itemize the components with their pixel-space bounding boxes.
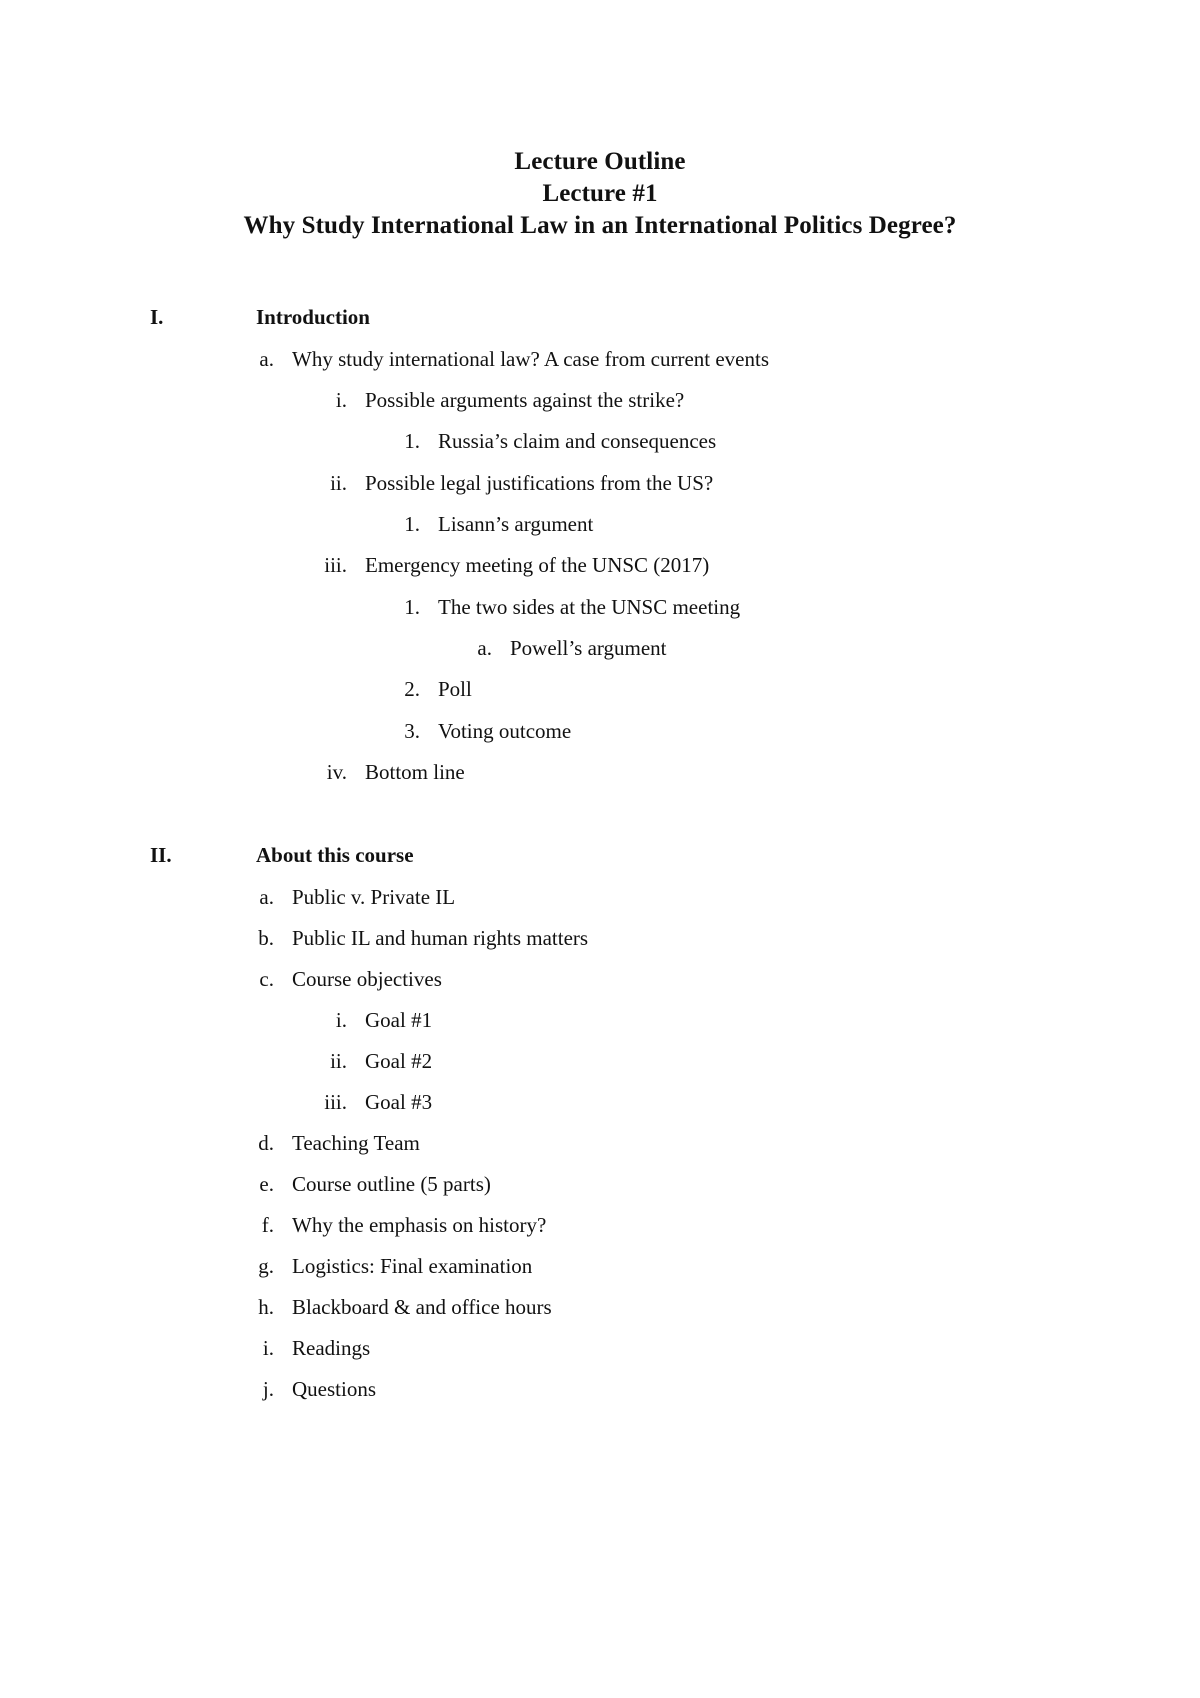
item-text: Goal #1 <box>365 1008 433 1032</box>
item-marker: i. <box>262 1336 274 1360</box>
item-marker: iv. <box>326 760 347 784</box>
item-text: Course objectives <box>292 967 442 991</box>
section-heading: Introduction <box>256 305 370 329</box>
title-block <box>0 146 1200 242</box>
item-text: Possible legal justifications from the US? <box>365 471 714 495</box>
item-marker: j. <box>262 1377 274 1401</box>
item-text: Lisann’s argument <box>438 512 594 536</box>
item-marker: 2. <box>404 677 420 701</box>
item-text: Voting outcome <box>438 719 572 743</box>
item-marker: i. <box>335 388 347 412</box>
item-text: Poll <box>438 677 472 701</box>
item-text: The two sides at the UNSC meeting <box>438 595 741 619</box>
item-marker: c. <box>259 967 274 991</box>
item-marker: iii. <box>324 553 347 577</box>
item-text: Russia’s claim and consequences <box>438 429 717 453</box>
item-text: Public IL and human rights matters <box>292 926 589 950</box>
title-line-2: Lecture #1 <box>542 180 658 207</box>
item-text: Why the emphasis on history? <box>292 1213 547 1237</box>
item-marker: b. <box>258 926 274 950</box>
item-text: Logistics: Final examination <box>292 1254 533 1278</box>
item-marker: g. <box>258 1254 274 1278</box>
item-marker: i. <box>335 1008 347 1032</box>
item-text: Questions <box>292 1377 376 1401</box>
item-text: Goal #2 <box>365 1049 433 1073</box>
item-marker: 3. <box>404 719 420 743</box>
item-text: Powell’s argument <box>510 636 667 660</box>
item-marker: d. <box>258 1131 274 1155</box>
item-text: Goal #3 <box>365 1090 433 1114</box>
section-marker: II. <box>150 843 172 867</box>
item-marker: f. <box>261 1213 274 1237</box>
item-marker: a. <box>259 347 274 371</box>
item-marker: h. <box>258 1295 274 1319</box>
item-marker: ii. <box>330 471 347 495</box>
item-marker: iii. <box>324 1090 347 1114</box>
item-marker: 1. <box>404 512 420 536</box>
item-text: Teaching Team <box>292 1131 420 1155</box>
item-text: Possible arguments against the strike? <box>365 388 685 412</box>
section-heading: About this course <box>256 843 414 867</box>
item-text: Blackboard & and office hours <box>292 1295 552 1319</box>
item-marker: 1. <box>404 595 420 619</box>
item-marker: 1. <box>404 429 420 453</box>
item-text: Public v. Private IL <box>292 885 456 909</box>
item-text: Course outline (5 parts) <box>292 1172 491 1196</box>
item-text: Readings <box>292 1336 371 1360</box>
item-marker: a. <box>259 885 274 909</box>
item-marker: e. <box>259 1172 274 1196</box>
item-text: Bottom line <box>365 760 465 784</box>
item-marker: ii. <box>330 1049 347 1073</box>
title-line-3: Why Study International Law in an International Politics Degree? <box>243 212 957 239</box>
item-marker: a. <box>477 636 492 660</box>
item-text: Why study international law? A case from current events <box>292 347 770 371</box>
section-marker: I. <box>150 305 164 329</box>
title-line-1: Lecture Outline <box>514 148 686 175</box>
item-text: Emergency meeting of the UNSC (2017) <box>365 553 710 577</box>
